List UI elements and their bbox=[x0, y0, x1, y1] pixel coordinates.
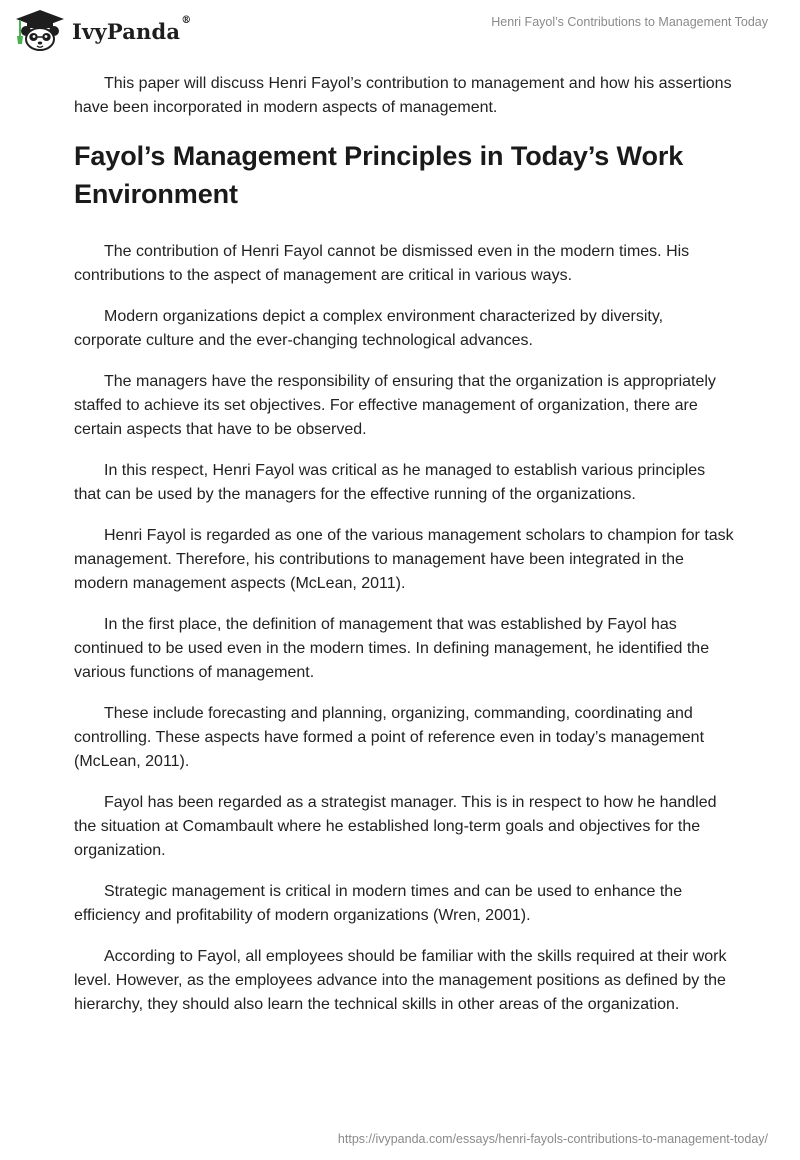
panda-graduation-cap-icon bbox=[14, 8, 66, 52]
intro-paragraph: This paper will discuss Henri Fayol’s contribution to management and how his assertions have been incorporated in modern aspects of management. bbox=[74, 75, 732, 116]
section-heading: Fayol’s Management Principles in Today’s Work Environment bbox=[74, 141, 684, 209]
paragraph: Henri Fayol is regarded as one of the various management scholars to champion for task management. Therefore, his contributions to management have been integrated in the modern management aspects (McLean, 2011). bbox=[74, 527, 734, 592]
paragraph: According to Fayol, all employees should be familiar with the skills required at their work level. However, as the employees advance into the management positions as defined by the hierarchy, they should also learn the technical skills in other areas of the organization. bbox=[74, 948, 727, 1013]
source-url[interactable]: https://ivypanda.com/essays/henri-fayols-contributions-to-management-today/ bbox=[337, 1132, 768, 1146]
paragraph: Modern organizations depict a complex environment characterized by diversity, corporate culture and the ever-changing technological advances. bbox=[74, 308, 664, 349]
paragraph: Strategic management is critical in modern times and can be used to enhance the efficiency and profitability of modern organizations (Wren, 2001). bbox=[74, 883, 683, 924]
paragraph: In this respect, Henri Fayol was critical as he managed to establish various principles that can be used by the managers for the effective running of the organizations. bbox=[74, 462, 706, 503]
paragraph: In the first place, the definition of management that was established by Fayol has continued to be used even in the modern times. In defining management, he identified the various functions of management. bbox=[74, 616, 710, 681]
paragraph: The managers have the responsibility of ensuring that the organization is appropriately staffed to achieve its set objectives. For effective management of organization, there are certain aspects that have to be observed. bbox=[74, 373, 716, 438]
document-title: Henri Fayol’s Contributions to Management Today bbox=[491, 15, 768, 29]
article-body bbox=[74, 72, 734, 1034]
paragraph: Fayol has been regarded as a strategist manager. This is in respect to how he handled the situation at Comambault where he established long-term goals and objectives for the organization. bbox=[74, 794, 717, 859]
brand-name: IvyPanda® bbox=[72, 14, 192, 44]
paragraph: The contribution of Henri Fayol cannot be dismissed even in the modern times. His contributions to the aspect of management are critical in various ways. bbox=[74, 243, 690, 284]
paragraph: These include forecasting and planning, organizing, commanding, coordinating and controlling. These aspects have formed a point of reference even in today’s management (McLean, 2011). bbox=[74, 705, 705, 770]
ivypanda-logo[interactable] bbox=[14, 8, 191, 52]
page-header bbox=[0, 0, 800, 60]
registered-mark: ® bbox=[181, 14, 192, 26]
